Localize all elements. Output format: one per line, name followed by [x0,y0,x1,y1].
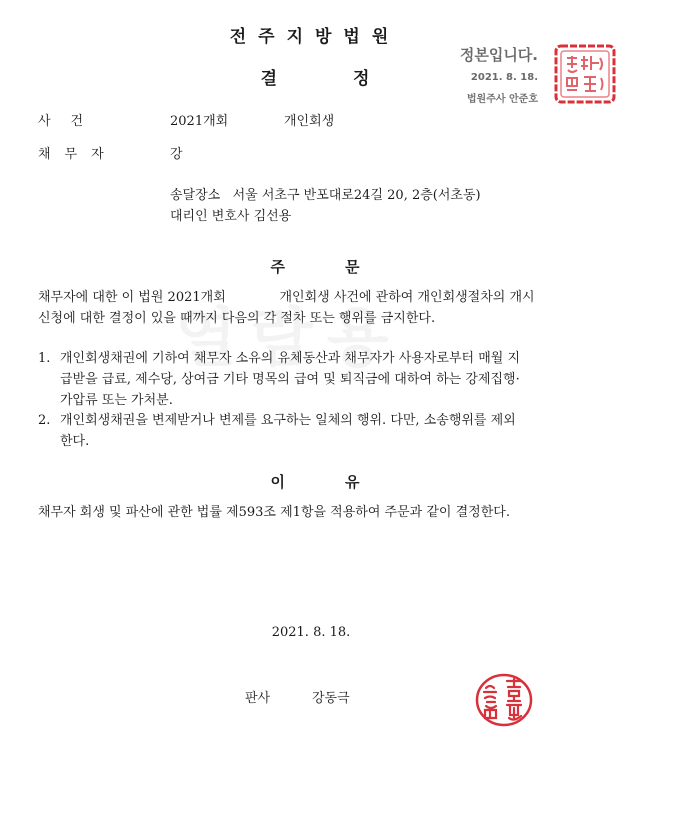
order-item-line: 가압류 또는 가처분. [60,393,173,408]
order-item-number: 2. [38,413,51,428]
order-item-line: 급받을 급료, 제수당, 상여금 기타 명목의 급여 및 퇴직금에 대하여 하는 강제집행· [60,372,520,387]
certification-clerk: 법원주사 안준호 [466,94,538,105]
order-item-1 [38,348,598,411]
document-type-char-1: 결 [260,69,277,89]
case-label: 사건 [38,114,104,129]
order-heading-char-2: 문 [345,258,360,276]
order-item-line: 한다. [60,434,90,449]
order-item-line: 개인회생채권에 기하여 채무자 소유의 유체동산과 채무자가 사용자로부터 매월 지 [60,351,521,366]
case-number: 2021개회 [170,114,229,129]
judge-name: 강동극 [312,691,350,706]
case-name: 개인회생 [284,114,335,129]
order-item-line: 개인회생채권을 변제받거나 변제를 요구하는 일체의 행위. 다만, 소송행위를 제외 [60,413,516,428]
service-address: 송달장소 서울 서초구 반포대로24길 20, 2층(서초동) [170,188,481,203]
certification-title: 정본입니다. [459,46,538,64]
document-type-char-2: 정 [353,69,370,89]
order-heading-char-1: 주 [270,258,285,276]
attorney: 대리인 변호사 김선용 [170,209,292,224]
judge-label: 판사 [245,691,271,706]
reason-heading-char-2: 유 [345,473,360,491]
certification-date: 2021. 8. 18. [470,72,538,83]
reason-heading-char-1: 이 [270,473,285,491]
judge-seal [474,672,534,728]
decision-date: 2021. 8. 18. [271,625,351,640]
reason-text: 채무자 회생 및 파산에 관한 법률 제593조 제1항을 적용하여 주문과 같이 결정한다. [38,505,510,520]
clerk-seal [554,44,616,104]
order-item-number: 1. [38,351,51,366]
court-name: 전주지방법원 [229,27,401,47]
order-intro-line-2: 신청에 대한 결정이 있을 때까지 다음의 각 절차 또는 행위를 금지한다. [38,311,436,326]
reason-heading [0,471,630,492]
order-intro-line-1: 채무자에 대한 이 법원 2021개회 개인회생 사건에 관하여 개인회생절차의 개시 [38,290,535,305]
debtor-label: 채무자 [38,147,118,162]
order-item-2 [38,410,598,452]
order-heading [0,256,630,277]
debtor-name: 강 [170,147,183,162]
